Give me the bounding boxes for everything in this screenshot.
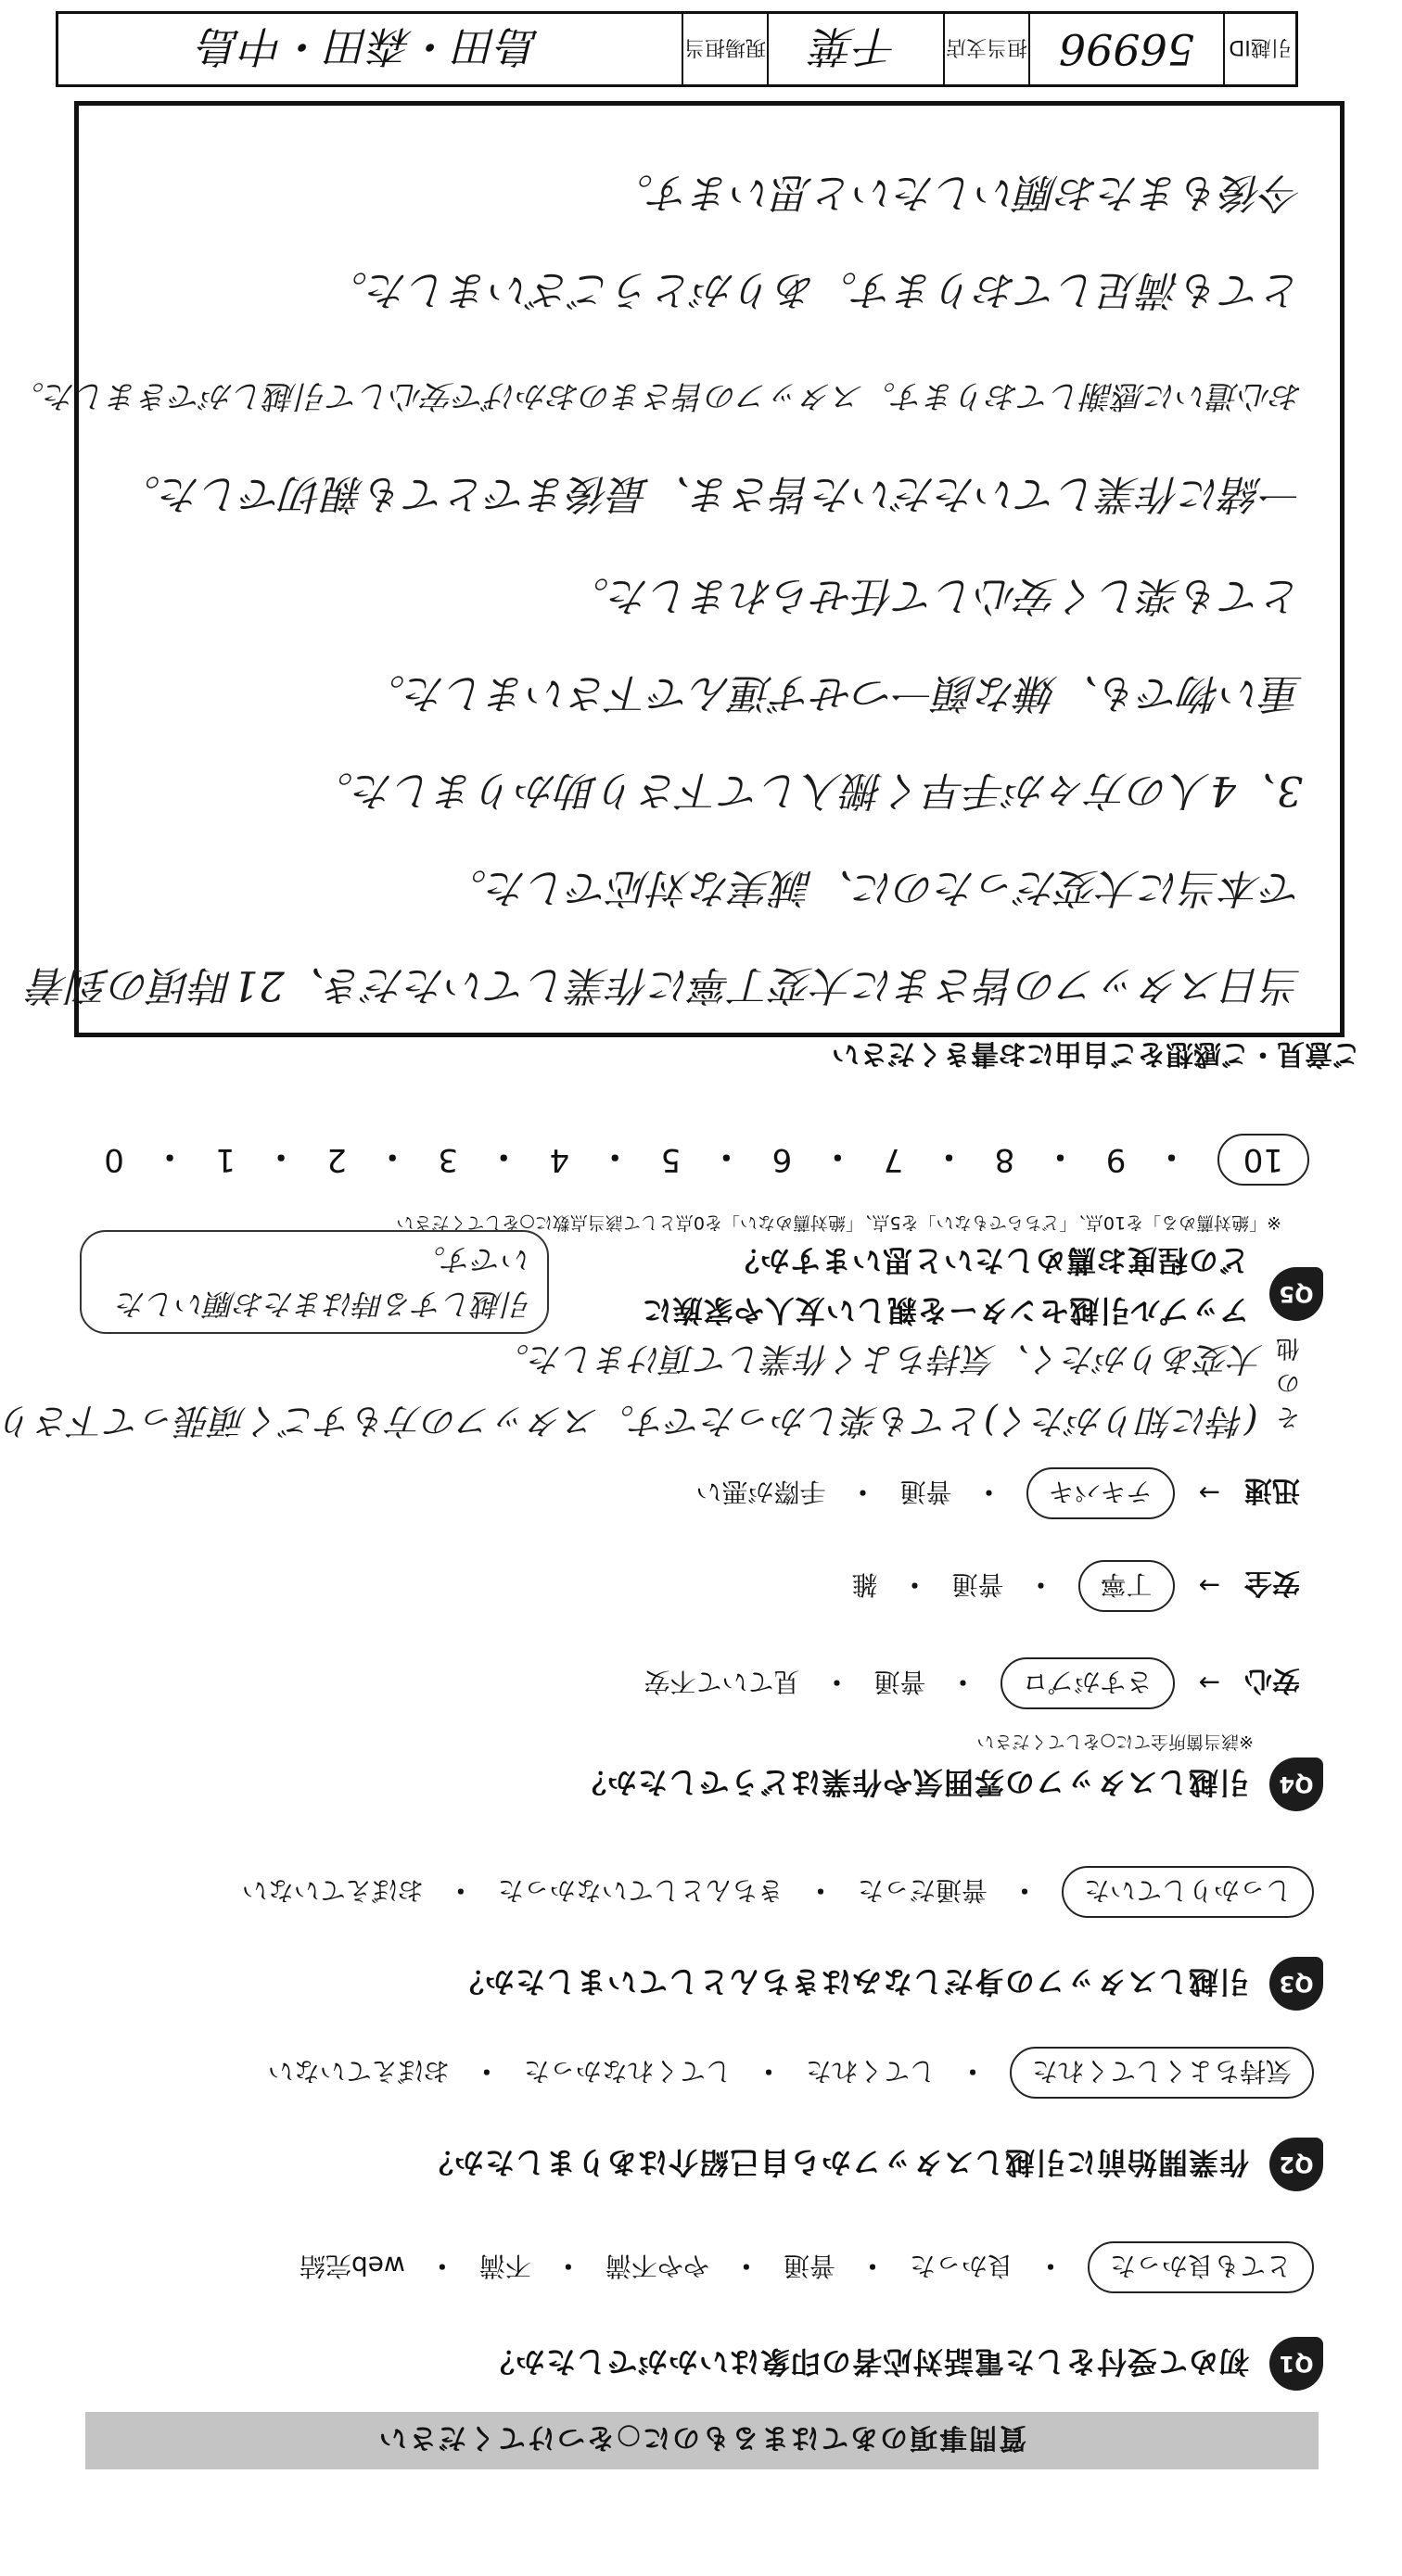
q1-option[interactable]: 不満 [478,2251,531,2281]
q1-option[interactable]: 普通 [783,2251,835,2281]
q5-scale-option[interactable]: 6 [771,1141,793,1178]
q2-title: 作業開始前に引越しスタッフから自己紹介はありましたか？ [422,2145,1249,2180]
q4-option[interactable]: さすがプロ [1001,1657,1175,1709]
comment-line: とても楽しく安心して任せられました。 [568,572,1303,619]
q2-option[interactable]: 気持ちよくしてくれた [1010,2047,1314,2099]
q2-option[interactable]: してくれなかった [523,2056,732,2087]
comments-title: ご意見・ご感想をご自由にお書きください [832,1037,1360,1070]
q4-badge: Q4 [1269,1758,1323,1811]
q1-heading [484,2337,1323,2391]
q5-title: アップル引越センターを親しい友人や家族に [641,1293,1249,1328]
q4-option[interactable]: 見ていて不安 [644,1667,800,1697]
q5-scale-option[interactable]: 1 [215,1141,236,1178]
q5-scale-option[interactable]: 4 [549,1141,570,1178]
header-table [56,11,1298,87]
q5-scale-option[interactable]: 5 [660,1141,682,1178]
arrow-icon: → [1198,1668,1220,1699]
q4-option[interactable]: 丁寧 [1078,1560,1175,1612]
comment-line: 今後もまたお願いしたいと思います。 [612,169,1303,216]
branch-value: 千葉 [767,14,943,84]
q3-option[interactable]: きちんとしていなかった [497,1875,784,1906]
q4-row-anshin: 安心 → さすがプロ ・ 普通 ・ 見ていて不安 [644,1657,1300,1709]
q3-badge: Q3 [1269,1957,1323,2011]
staff-value: 島田・森田・中島 [199,21,541,71]
q4-heading [576,1758,1323,1811]
q5-scale-option[interactable]: 9 [1105,1141,1127,1178]
q2-heading [423,2138,1323,2191]
q2-badge: Q2 [1269,2138,1323,2191]
q4-row-label: 安全 [1244,1567,1300,1599]
comment-line: 当日スタッフの皆さまに大変丁寧に作業していただき、21時頃の到着 [28,961,1303,1009]
arrow-icon: → [1198,1478,1220,1509]
q4-option[interactable]: 普通 [873,1667,926,1697]
arrow-icon: → [1198,1570,1220,1602]
q4-row-anzen: 安全 → 丁寧 ・ 普通 ・ 雑 [851,1560,1300,1612]
q4-option[interactable]: テキパキ [1026,1467,1175,1519]
comment-line: 重い物でも、嫌な顔一つせず運んで下さいました。 [364,669,1303,717]
q4-other-text: (特に知りがたく)とても楽しかったです。スタッフの方もすごく頑張って下さり [0,1401,1258,1441]
instructions-bar [85,2412,1319,2469]
q5-scale-option[interactable]: 8 [994,1141,1015,1178]
q1-option[interactable]: とても良かった [1088,2241,1314,2293]
comment-line: 一緒に作業していただいた皆さま、最後までとても親切でした。 [120,470,1303,517]
q1-option[interactable]: web完結 [299,2251,405,2281]
q4-row-jinsoku: 迅速 → テキパキ ・ 普通 ・ 手際が悪い [695,1467,1300,1519]
q5-scale-option[interactable]: 7 [883,1141,904,1178]
branch-label: 担当支店 [943,14,1028,84]
q5-title-2: どの程度お薦めしたいと思いますか？ [728,1243,1249,1278]
id-label: 引越ID [1223,14,1295,84]
comment-line: で本当に大変だったのに、誠実な対応でした。 [446,864,1303,911]
q5-scale-option[interactable]: 2 [326,1141,347,1178]
q5-note: ※「絶対薦める」を10点、「どちらでもない」を5点、「絶対薦めない」を0点として該当点数に○をしてください [396,1212,1281,1233]
q5-heading [642,1241,1323,1334]
q4-row-label: 安心 [1244,1664,1300,1696]
q4-note: ※該当箇所全てに○をしてください [976,1732,1254,1752]
q4-row-label: 迅速 [1244,1474,1300,1506]
q1-option[interactable]: やや不満 [605,2251,709,2281]
q4-option[interactable]: 手際が悪い [695,1477,826,1507]
q5-scale: 10 ・ 9 ・ 8 ・ 7 ・ 6 ・ 5 ・ 4 ・ 3 ・ 2 ・ 1 ・ 0 [104,1134,1309,1186]
q1-options: とても良かった ・ 良かった ・ 普通 ・ やや不満 ・ 不満 ・ web完結 [300,2241,1314,2293]
comment-line: お心遣いに感謝しております。スタッフの皆さまのおかげで安心して引越しができました。 [12,377,1303,414]
q4-option[interactable]: 普通 [951,1569,1004,1600]
q2-option[interactable]: してくれた [805,2056,936,2087]
q3-option[interactable]: しっかりしていた [1062,1866,1314,1918]
q3-options: しっかりしていた ・ 普通だった ・ きちんとしていなかった ・ おぼえていない [242,1866,1314,1918]
staff-label: 現場担当 [682,14,767,84]
comment-line: とても満足しております。ありがとうございました。 [326,266,1303,313]
q3-option[interactable]: 普通だった [857,1875,988,1906]
q5-scale-option[interactable]: 0 [104,1141,124,1178]
comment-line: 3、4人の方々が手早く搬入して下さり助かりました。 [312,767,1303,814]
q2-option[interactable]: おぼえていない [267,2056,450,2087]
comments-box[interactable] [12,101,1345,1037]
q2-options: 気持ちよくしてくれた ・ してくれた ・ してくれなかった ・ おぼえていない [268,2047,1314,2099]
id-value: 56996 [1028,14,1223,84]
q4-option[interactable]: 雑 [851,1569,878,1600]
q5-handwritten-note: 引越しする時はまたお願いしたいです。 [80,1230,549,1334]
instructions-text: 質問事項のあてはまるものに○をつけてください [376,2421,1027,2454]
q4-option[interactable]: 普通 [899,1477,952,1507]
q5-badge: Q5 [1269,1267,1323,1321]
q1-title: 初めて受付をした電話対応者の印象はいかがでしたか？ [483,2344,1249,2379]
q1-option[interactable]: 良かった [909,2251,1013,2281]
q3-heading [453,1957,1323,2011]
q4-other-text-2: 大変ありがたく、気持ちよく作業して頂けました。 [495,1339,1263,1377]
q4-other-label: その他 [1275,1334,1300,1430]
q5-scale-option[interactable]: 3 [438,1141,459,1178]
q3-title: 引越しスタッフの身だしなみはきちんとしていましたか？ [452,1964,1249,1999]
q4-title: 引越しスタッフの雰囲気や作業はどうでしたか？ [575,1765,1249,1800]
q1-badge: Q1 [1269,2337,1323,2391]
q3-option[interactable]: おぼえていない [241,1875,424,1906]
q5-scale-option[interactable]: 10 [1217,1134,1309,1186]
